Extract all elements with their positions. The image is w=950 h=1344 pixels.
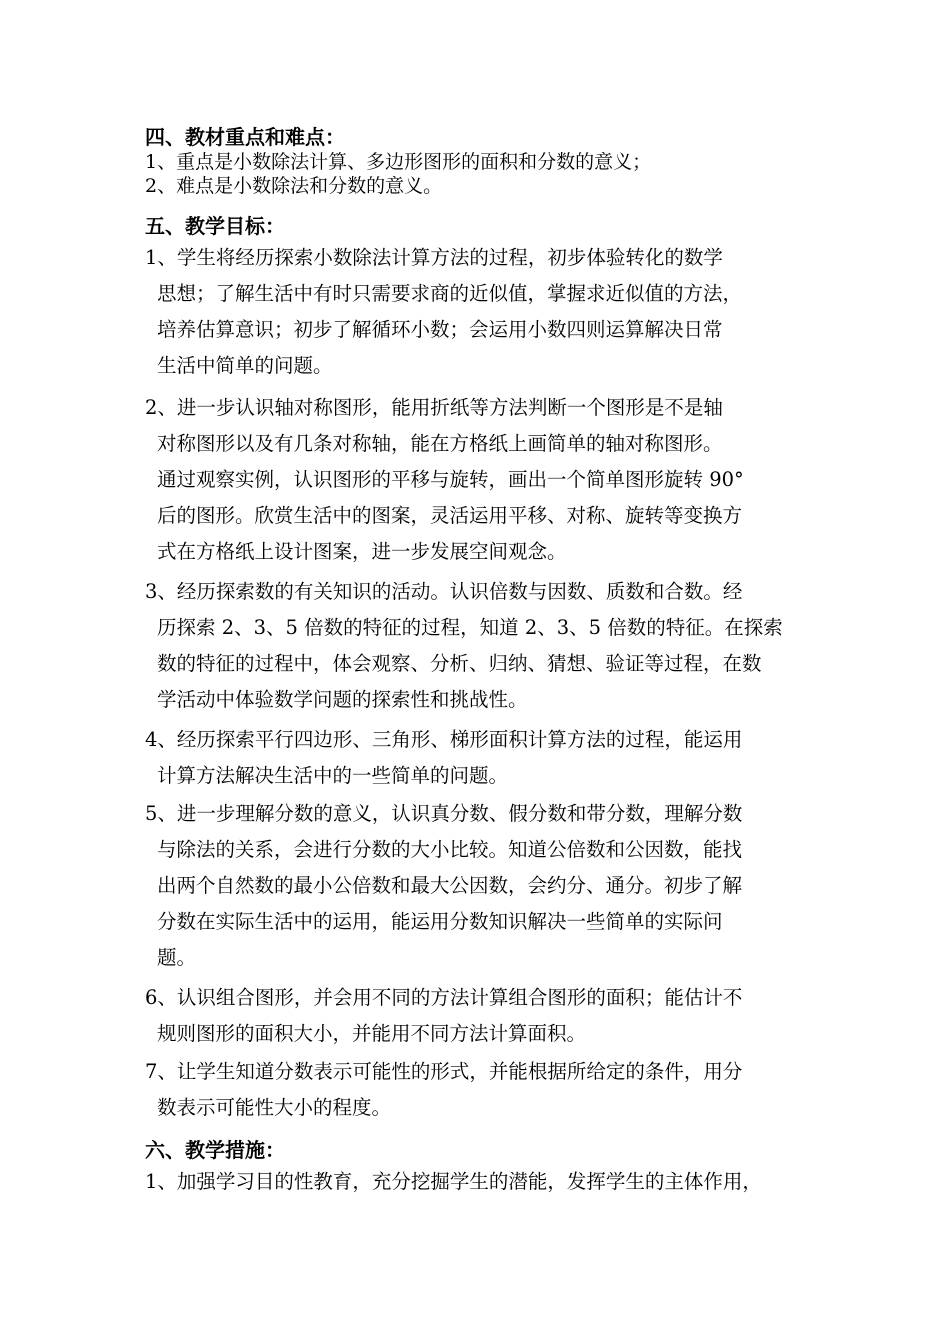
goal-3-line-3: 数的特征的过程中，体会观察、分析、归纳、猜想、验证等过程，在数 [157,652,762,675]
goal-5-line-1: 5、进一步理解分数的意义，认识真分数、假分数和带分数，理解分数 [145,802,743,825]
goal-item-3 [145,574,815,718]
goal-6-line-2: 规则图形的面积大小，并能用不同方法计算面积。 [157,1022,587,1045]
goal-5-line-2: 与除法的关系，会进行分数的大小比较。知道公倍数和公因数，能找 [157,838,743,861]
goal-2-line-3: 通过观察实例，认识图形的平移与旋转，画出一个简单图形旋转 90° [157,468,744,491]
measure-1-line-1: 1、加强学习目的性教育，充分挖掘学生的潜能，发挥学生的主体作用， [145,1170,762,1193]
goal-2-line-2: 对称图形以及有几条对称轴，能在方格纸上画简单的轴对称图形。 [157,432,723,455]
goal-1-line-4: 生活中简单的问题。 [157,354,333,377]
goal-7-line-1: 7、让学生知道分数表示可能性的形式，并能根据所给定的条件，用分 [145,1060,743,1083]
key-point-item-1: 1、重点是小数除法计算、多边形图形的面积和分数的意义； [145,151,652,173]
goal-item-2 [145,390,815,570]
goal-4-line-1: 4、经历探索平行四边形、三角形、梯形面积计算方法的过程，能运用 [145,728,743,751]
goal-5-line-3: 出两个自然数的最小公倍数和最大公因数，会约分、通分。初步了解 [157,874,743,897]
goal-item-5 [145,796,815,976]
goal-3-line-1: 3、经历探索数的有关知识的活动。认识倍数与因数、质数和合数。经 [145,580,743,603]
goal-3-line-4: 学活动中体验数学问题的探索性和挑战性。 [157,688,528,711]
goal-5-line-5: 题。 [157,946,197,969]
section-heading-teaching-measures: 六、教学措施： [145,1138,285,1162]
key-point-item-2: 2、难点是小数除法和分数的意义。 [145,175,443,197]
goal-1-line-2: 思想；了解生活中有时只需要求商的近似值，掌握求近似值的方法， [157,282,743,305]
section-heading-key-points: 四、教材重点和难点： [145,125,345,149]
section-heading-teaching-goals: 五、教学目标： [145,214,285,238]
goal-1-line-3: 培养估算意识；初步了解循环小数；会运用小数四则运算解决日常 [157,318,723,341]
goal-4-line-2: 计算方法解决生活中的一些简单的问题。 [157,764,509,787]
goal-2-line-5: 式在方格纸上设计图案，进一步发展空间观念。 [157,540,567,563]
goal-6-line-1: 6、认识组合图形，并会用不同的方法计算组合图形的面积；能估计不 [145,986,743,1009]
goal-item-6 [145,980,815,1052]
measure-item-1 [145,1164,815,1200]
goal-item-4 [145,722,815,794]
goal-item-1 [145,240,815,384]
goal-3-line-2: 历探索 2、3、5 倍数的特征的过程，知道 2、3、5 倍数的特征。在探索 [157,616,783,639]
goal-7-line-2: 数表示可能性大小的程度。 [157,1096,392,1119]
goal-1-line-1: 1、学生将经历探索小数除法计算方法的过程，初步体验转化的数学 [145,246,723,269]
goal-5-line-4: 分数在实际生活中的运用，能运用分数知识解决一些简单的实际问 [157,910,723,933]
goal-2-line-4: 后的图形。欣赏生活中的图案，灵活运用平移、对称、旋转等变换方 [157,504,743,527]
goal-item-7 [145,1054,815,1126]
goal-2-line-1: 2、进一步认识轴对称图形，能用折纸等方法判断一个图形是不是轴 [145,396,723,419]
